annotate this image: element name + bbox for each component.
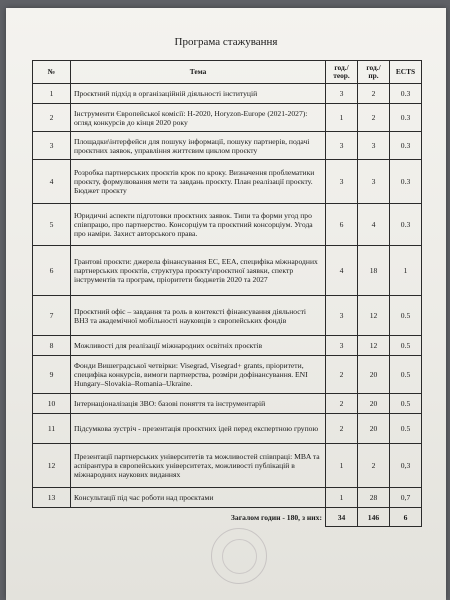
table-row xyxy=(33,444,422,488)
header-topic: Тема xyxy=(71,61,326,84)
table-row xyxy=(33,104,422,132)
row-number: 11 xyxy=(33,414,71,444)
row-practice: 3 xyxy=(358,160,390,204)
row-theory: 3 xyxy=(326,132,358,160)
row-topic: Проєктний офіс – завдання та роль в контексті фінансування діяльності ВНЗ та академічної мобільності науковців з європейських фондів xyxy=(71,296,326,336)
row-number: 12 xyxy=(33,444,71,488)
row-ects: 0.3 xyxy=(390,204,422,246)
row-theory: 3 xyxy=(326,160,358,204)
row-ects: 0.3 xyxy=(390,132,422,160)
row-topic: Грантові проєкти: джерела фінансування ЕС, ЕЕА, специфіка міжнародних партнерських проєктів, структура проєкту\проєктної заявки, спектр інструментів та програм, пріоритети бюджетів 2020 та 2027 xyxy=(71,246,326,296)
row-practice: 20 xyxy=(358,394,390,414)
row-practice: 4 xyxy=(358,204,390,246)
table-row xyxy=(33,160,422,204)
row-ects: 0.5 xyxy=(390,414,422,444)
row-theory: 2 xyxy=(326,394,358,414)
row-theory: 4 xyxy=(326,246,358,296)
row-practice: 18 xyxy=(358,246,390,296)
row-topic: Розробка партнерських проєктів крок по кроку. Визначення проблематики проєкту, формулювання мети та завдань проєкту. План реалізації проєкту. Бюджет проєкту xyxy=(71,160,326,204)
header-ects: ECTS xyxy=(390,61,422,84)
row-number: 3 xyxy=(33,132,71,160)
row-ects: 0.3 xyxy=(390,160,422,204)
total-row xyxy=(33,508,422,527)
row-number: 8 xyxy=(33,336,71,356)
row-practice: 28 xyxy=(358,488,390,508)
internship-program-table xyxy=(32,60,422,527)
total-ects: 6 xyxy=(390,508,422,527)
row-ects: 0.3 xyxy=(390,84,422,104)
row-topic: Інтернаціоналізація ЗВО: базові поняття та інструментарій xyxy=(71,394,326,414)
row-topic: Можливості для реалізації міжнародних освітніх проєктів xyxy=(71,336,326,356)
table-row xyxy=(33,204,422,246)
row-theory: 1 xyxy=(326,444,358,488)
row-theory: 1 xyxy=(326,104,358,132)
row-practice: 2 xyxy=(358,444,390,488)
row-theory: 3 xyxy=(326,336,358,356)
total-label: Загалом годин - 180, з них: xyxy=(230,512,322,522)
row-number: 13 xyxy=(33,488,71,508)
table-row xyxy=(33,488,422,508)
table-row xyxy=(33,394,422,414)
row-practice: 20 xyxy=(358,414,390,444)
table-row xyxy=(33,246,422,296)
row-topic: Юридичні аспекти підготовки проєктних заявок. Типи та форми угод про співпрацю, про партнерство. Консорціум та проєктний консорціум. Угода про наміри. Захист авторського права. xyxy=(71,204,326,246)
row-theory: 2 xyxy=(326,414,358,444)
document-page xyxy=(6,8,446,600)
row-theory: 1 xyxy=(326,488,358,508)
total-theory: 34 xyxy=(326,508,358,527)
row-topic: Підсумкова зустріч - презентація проєктних ідей перед експертною групою xyxy=(71,414,326,444)
table-row xyxy=(33,414,422,444)
table-row xyxy=(33,336,422,356)
row-number: 2 xyxy=(33,104,71,132)
row-theory: 2 xyxy=(326,356,358,394)
table-row xyxy=(33,132,422,160)
table-header-row xyxy=(33,61,422,84)
row-ects: 1 xyxy=(390,246,422,296)
row-theory: 3 xyxy=(326,84,358,104)
row-number: 4 xyxy=(33,160,71,204)
row-number: 9 xyxy=(33,356,71,394)
row-ects: 0.5 xyxy=(390,394,422,414)
row-ects: 0,3 xyxy=(390,444,422,488)
total-practice: 146 xyxy=(358,508,390,527)
row-topic: Фонди Вишеградської четвірки: Visegrad, Visegrad+ grants, пріоритети, специфіка конкурсів, вимоги партнерства, розміри дофінансування. ENI Hungary–Slovakia–Romania–Ukraine. xyxy=(71,356,326,394)
row-topic: Інструменти Європейської комісії: H-2020, Horyzon-Europe (2021-2027): огляд конкурсів до кінця 2020 року xyxy=(71,104,326,132)
row-topic: Площадки\інтерфейси для пошуку інформації, пошуку партнерів, подачі проєктних заявок, управління життєвим циклом проєкту xyxy=(71,132,326,160)
table-row xyxy=(33,356,422,394)
row-number: 7 xyxy=(33,296,71,336)
header-number: № xyxy=(33,61,71,84)
embossed-seal xyxy=(211,528,267,584)
row-theory: 3 xyxy=(326,296,358,336)
row-number: 6 xyxy=(33,246,71,296)
row-ects: 0.5 xyxy=(390,336,422,356)
table-row xyxy=(33,84,422,104)
row-ects: 0.5 xyxy=(390,296,422,336)
row-practice: 3 xyxy=(358,132,390,160)
row-topic: Консультації під час роботи над проєктами xyxy=(71,488,326,508)
row-practice: 12 xyxy=(358,336,390,356)
row-practice: 2 xyxy=(358,84,390,104)
row-number: 1 xyxy=(33,84,71,104)
header-theory-hours: год./ теор. xyxy=(326,61,358,84)
row-practice: 2 xyxy=(358,104,390,132)
row-topic: Проєктний підхід в організаційній діяльності інституцій xyxy=(71,84,326,104)
row-practice: 20 xyxy=(358,356,390,394)
table-row xyxy=(33,296,422,336)
row-topic: Презентації партнерських університетів та можливостей співпраці: MBA та аспірантура в європейських університетах, можливості публікацій в міжнародних наукових виданнях xyxy=(71,444,326,488)
row-ects: 0.3 xyxy=(390,104,422,132)
row-practice: 12 xyxy=(358,296,390,336)
row-number: 5 xyxy=(33,204,71,246)
row-ects: 0,7 xyxy=(390,488,422,508)
document-title: Програма стажування xyxy=(174,36,278,48)
row-ects: 0.5 xyxy=(390,356,422,394)
row-theory: 6 xyxy=(326,204,358,246)
row-number: 10 xyxy=(33,394,71,414)
header-practice-hours: год./ пр. xyxy=(358,61,390,84)
